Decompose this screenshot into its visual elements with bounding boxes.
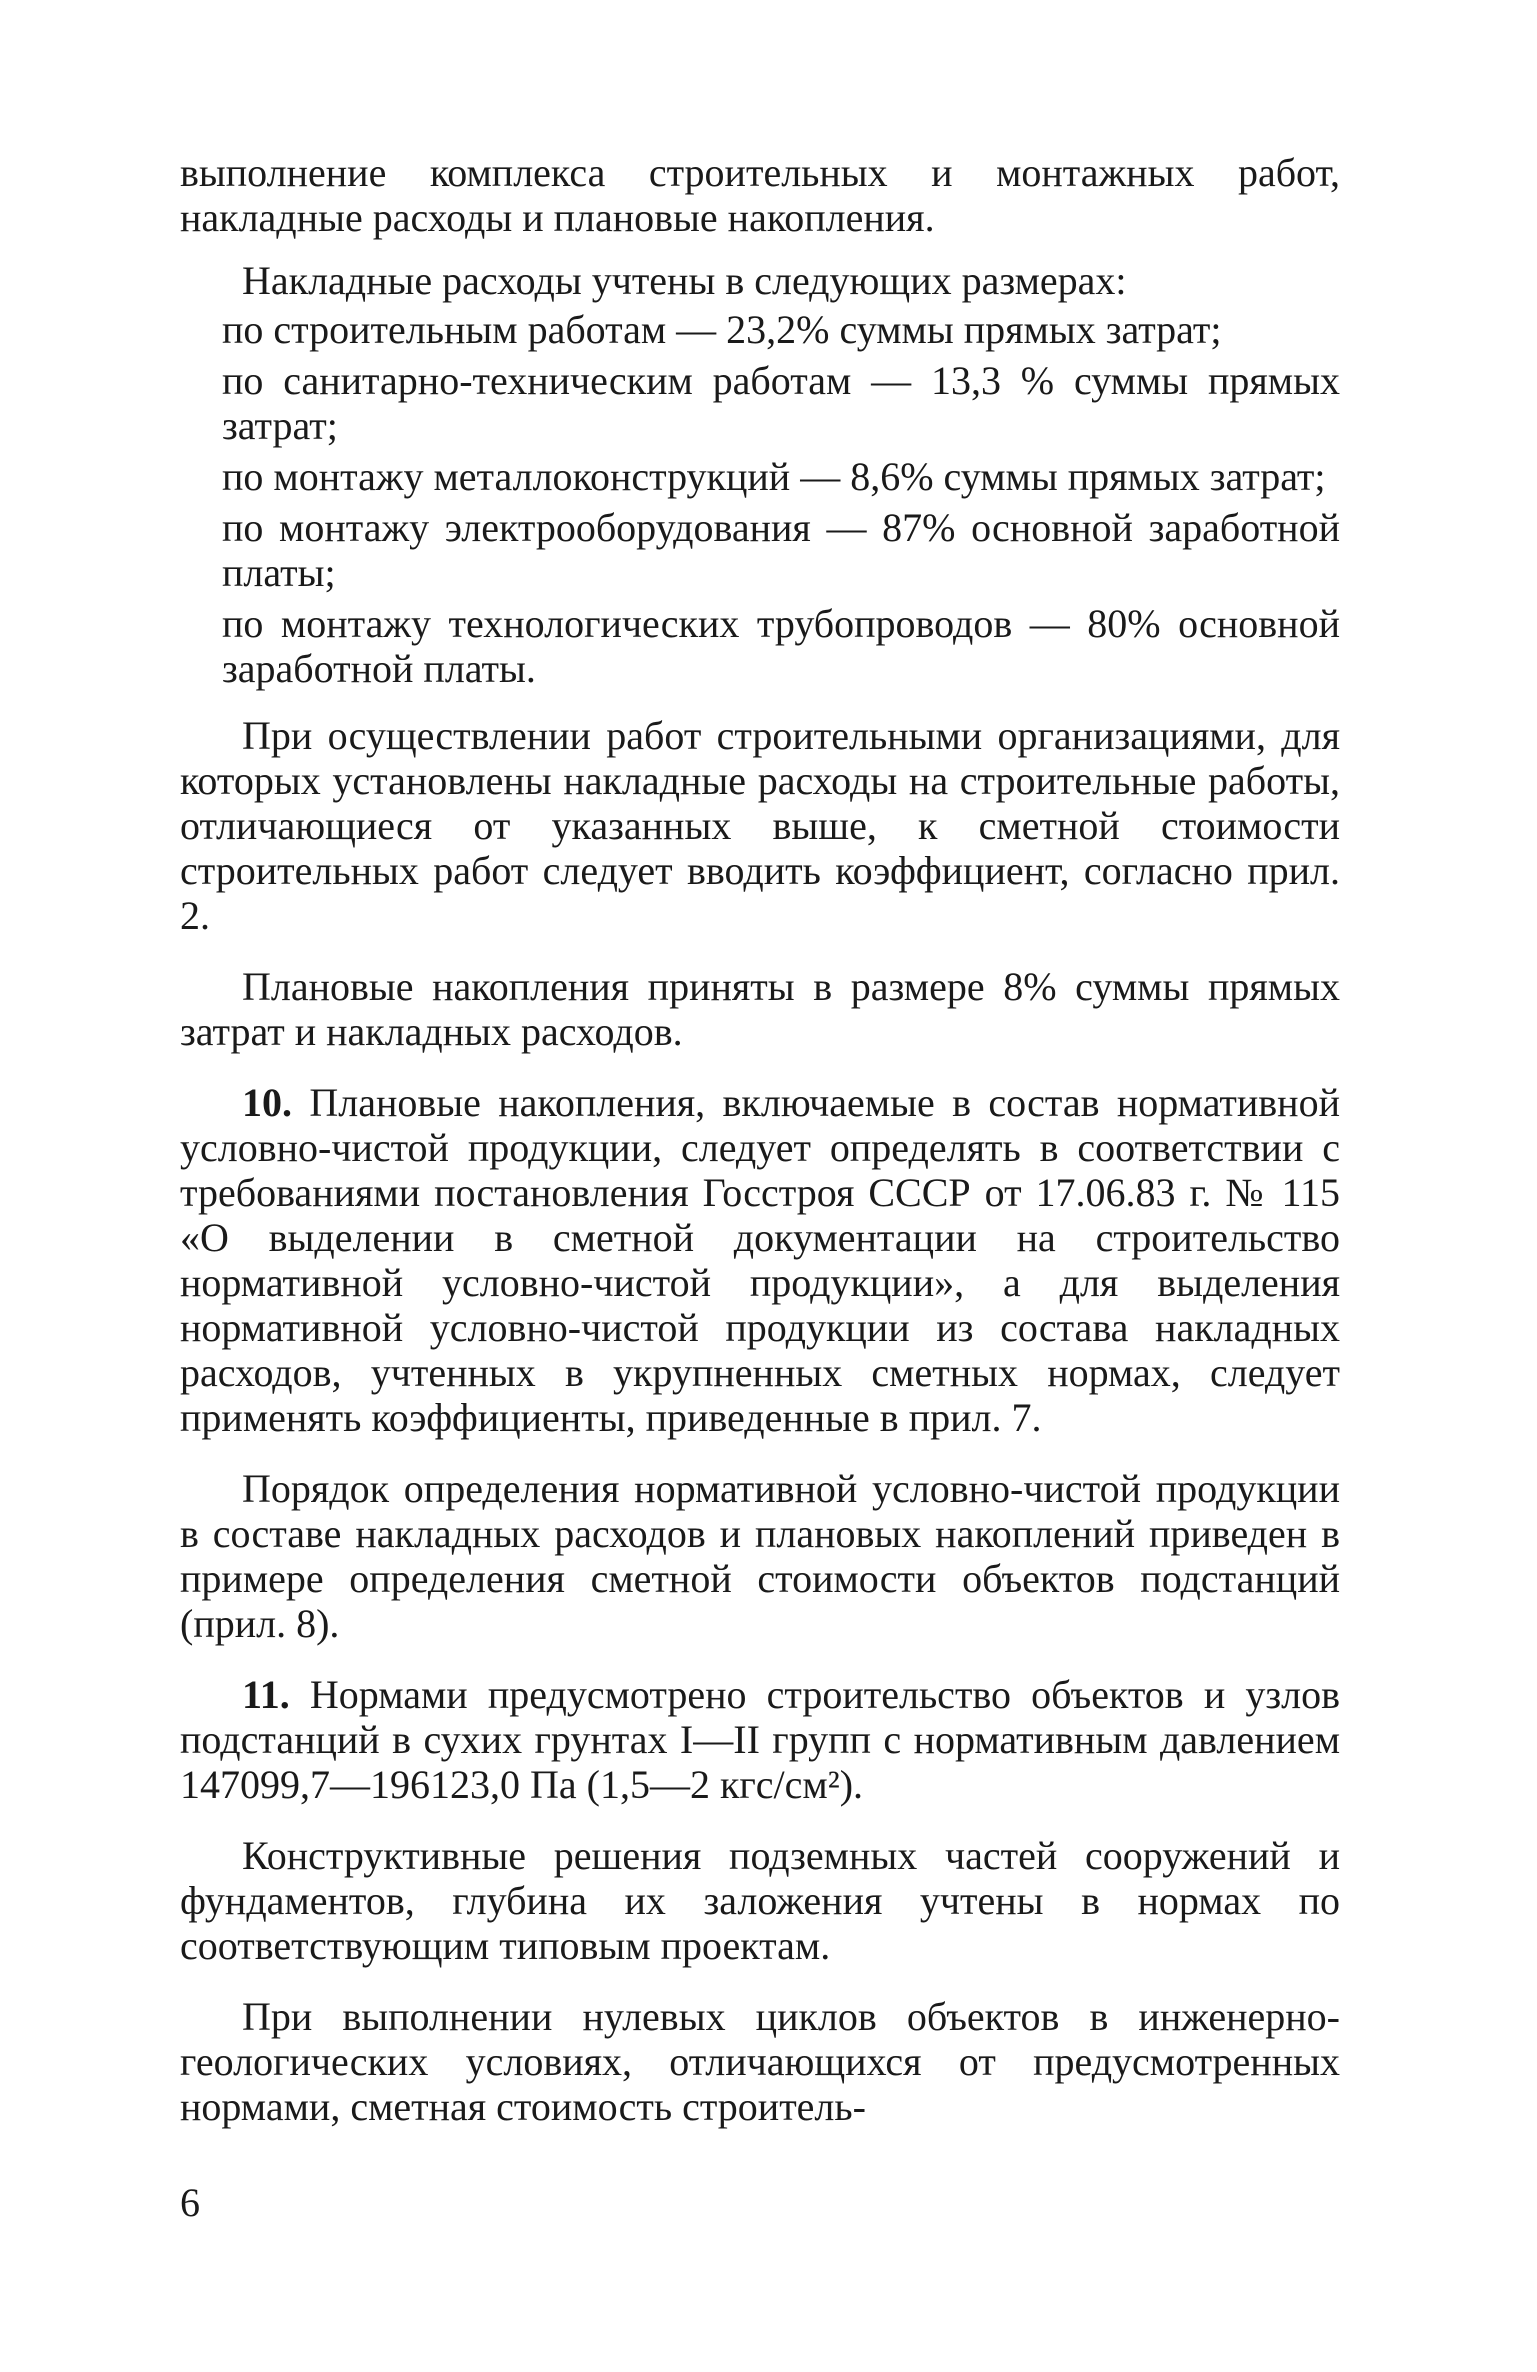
list-item: по строительным работам — 23,2% суммы прямых затрат; [222, 307, 1222, 352]
paragraph-planned-savings: Плановые накопления приняты в размере 8% суммы прямых затрат и накладных расходов. [180, 964, 1340, 1054]
document-page [180, 150, 1340, 2155]
paragraph-structural-solutions: Конструктивные решения подземных частей сооружений и фундаментов, глубина их заложения учтены в нормах по соответствующим типовым проектам. [180, 1833, 1340, 1968]
section-text: Плановые накопления, включаемые в состав нормативной условно-чистой продукции, следует определять в соответствии с требованиями постановления Госстроя СССР от 17.06.83 г. № 115 «О выделении в сметной документации на строительство нормативной условно-чистой продукции», а для выделения нормативной условно-чистой продукции из состава накладных расходов, учтенных в укрупненных сметных нормах, следует применять коэффициенты, приведенные в прил. 7. [180, 1080, 1340, 1440]
paragraph-construction-organizations: При осуществлении работ строительными организациями, для которых установлены накладные расходы на строительные работы, отличающиеся от указанных выше, к сметной стоимости строительных работ следует вводить коэффициент, согласно прил. 2. [180, 713, 1340, 938]
section-text: Нормами предусмотрено строительство объектов и узлов подстанций в сухих грунтах I—II групп с нормативным давлением 147099,7—196123,0 Па (1,5—2 кгс/см²). [180, 1672, 1340, 1807]
paragraph-continuation: выполнение комплекса строительных и монтажных работ, накладные расходы и плановые накопления. [180, 150, 1340, 240]
paragraph-procedure: Порядок определения нормативной условно-чистой продукции в составе накладных расходов и плановых накоплений приведен в примере определения сметной стоимости объектов подстанций (прил. 8). [180, 1466, 1340, 1646]
paragraph-overhead-intro: Накладные расходы учтены в следующих размерах: [242, 258, 1127, 303]
list-item: по санитарно-техническим работам — 13,3 % суммы прямых затрат; [222, 358, 1340, 448]
paragraph-zero-cycles: При выполнении нулевых циклов объектов в инженерно-геологических условиях, отличающихся от предусмотренных нормами, сметная стоимость строитель- [180, 1994, 1340, 2129]
list-item: по монтажу металлоконструкций — 8,6% суммы прямых затрат; [222, 454, 1326, 499]
page-number: 6 [180, 2180, 200, 2225]
paragraph-section-10 [180, 1080, 1340, 1440]
overhead-rates-list [180, 307, 1340, 691]
list-item: по монтажу технологических трубопроводов — 80% основной заработной платы. [222, 601, 1340, 691]
section-number: 11. [242, 1672, 290, 1717]
section-number: 10. [242, 1080, 292, 1125]
paragraph-section-11 [180, 1672, 1340, 1807]
list-item: по монтажу электрооборудования — 87% основной заработной платы; [222, 505, 1340, 595]
